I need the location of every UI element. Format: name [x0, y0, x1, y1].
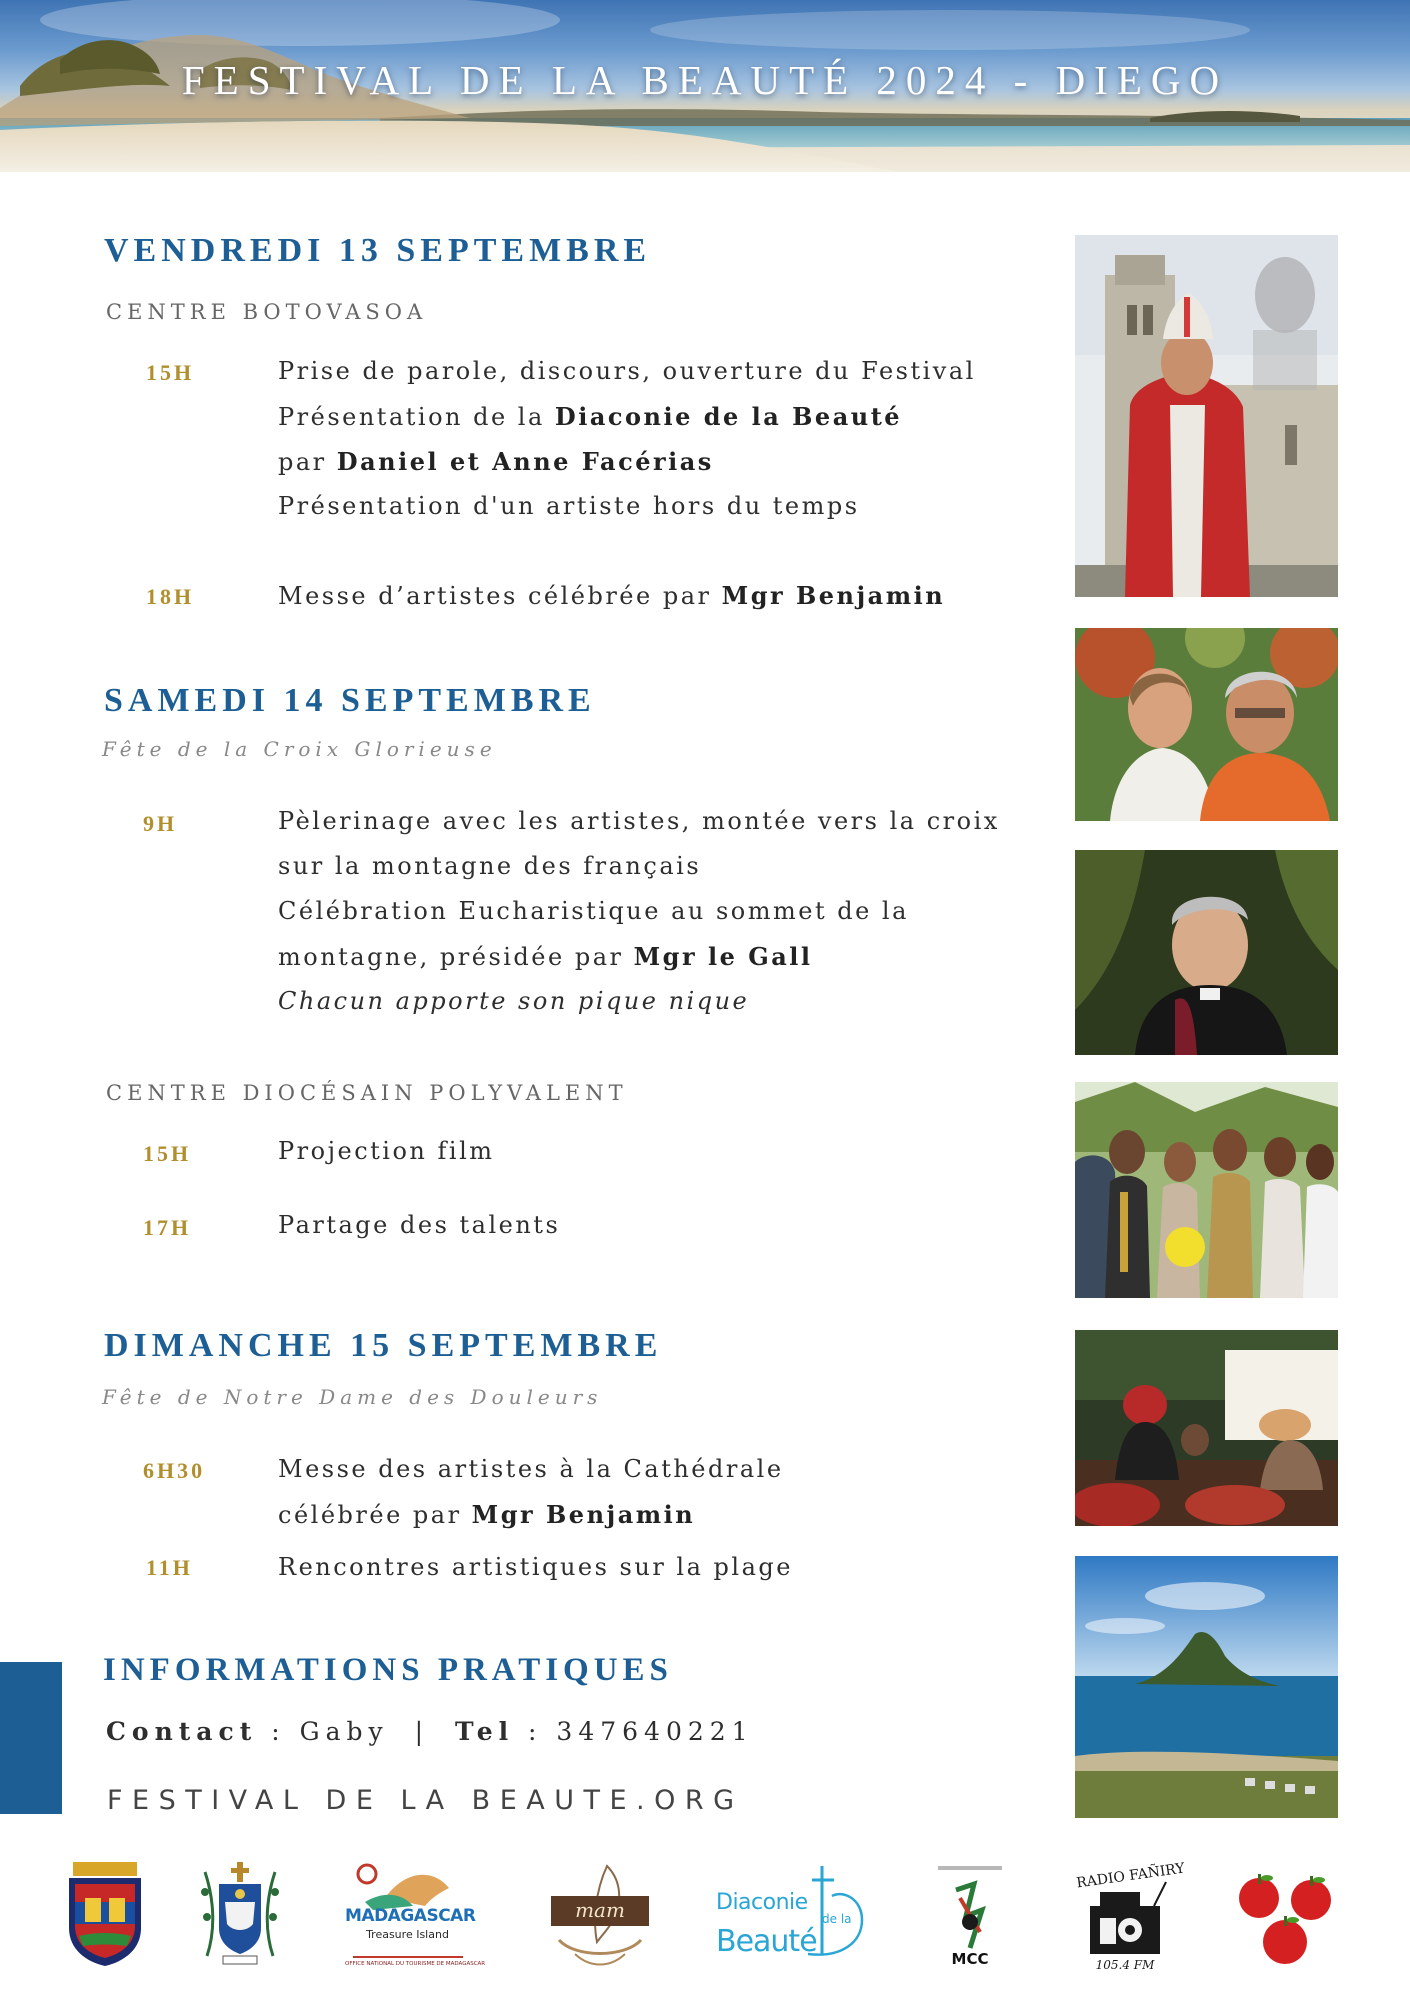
event-line: sur la montagne des français: [278, 852, 702, 880]
event-line: Rencontres artistiques sur la plage: [278, 1553, 793, 1581]
mcc-ministry-logo: [930, 1862, 1010, 1974]
event-line: célébrée par Mgr Benjamin: [278, 1500, 696, 1529]
mcc-label: MCC: [951, 1950, 989, 1968]
apples-logo: [1235, 1870, 1335, 1970]
radio-name: RADIO FAÑIRY: [1075, 1860, 1186, 1892]
feast-subtitle: Fête de Notre Dame des Douleurs: [102, 1385, 603, 1409]
event-line: Pèlerinage avec les artistes, montée vers la croix: [278, 807, 1000, 835]
photo-mgr-le-gall: [1075, 850, 1338, 1055]
venue-centre-botovasoa: CENTRE BOTOVASOA: [106, 300, 428, 324]
event-time: 18H: [146, 584, 195, 609]
day-title-sunday: DIMANCHE 15 SEPTEMBRE: [104, 1327, 663, 1364]
mam-logo: [545, 1862, 655, 1974]
diaconie-de-la-beaute-logo: [712, 1862, 872, 1974]
event-line: Prise de parole, discours, ouverture du Festival: [278, 357, 976, 385]
event-line: par Daniel et Anne Facérias: [278, 447, 714, 476]
diaconie-beaute: Beauté: [716, 1924, 817, 1959]
madagascar-office: OFFICE NATIONAL DU TOURISME DE MADAGASCAR: [345, 1961, 486, 1967]
radio-faniry-logo: [1070, 1860, 1186, 1974]
photo-diego-bay: [1075, 1556, 1338, 1818]
website-link[interactable]: FESTIVAL DE LA BEAUTE.ORG: [107, 1785, 744, 1816]
radio-frequency: 105.4 FM: [1095, 1958, 1155, 1972]
contact-line: Contact : Gaby | Tel : 347640221: [106, 1717, 754, 1746]
event-line: Présentation d'un artiste hors du temps: [278, 492, 860, 520]
event-line: Présentation de la Diaconie de la Beauté: [278, 402, 903, 431]
madagascar-name: MADAGASCAR: [345, 1906, 476, 1926]
event-line: Projection film: [278, 1137, 495, 1165]
event-line: Messe d’artistes célébrée par Mgr Benjamin: [278, 581, 946, 610]
diaconie-text: Diaconie: [716, 1890, 808, 1915]
event-line: Chacun apporte son pique nique: [278, 987, 750, 1015]
info-accent-bar: [0, 1662, 62, 1814]
photo-film-projection: [1075, 1330, 1338, 1526]
event-line: Célébration Eucharistique au sommet de la: [278, 897, 909, 925]
event-time: 6H30: [143, 1458, 206, 1483]
madagascar-tourism-logo: [345, 1862, 486, 1974]
event-line: Partage des talents: [278, 1211, 561, 1239]
feast-subtitle: Fête de la Croix Glorieuse: [102, 737, 497, 761]
event-time: 15H: [146, 360, 195, 385]
photo-daniel-anne: [1075, 628, 1338, 821]
photo-artists-group: [1075, 1082, 1338, 1298]
event-time: 15H: [143, 1141, 192, 1166]
day-title-friday: VENDREDI 13 SEPTEMBRE: [104, 232, 652, 269]
festival-title: FESTIVAL DE LA BEAUTÉ 2024 - DIEGO: [181, 57, 1229, 103]
event-time: 11H: [146, 1555, 193, 1580]
day-title-saturday: SAMEDI 14 SEPTEMBRE: [104, 682, 596, 719]
info-title: INFORMATIONS PRATIQUES: [103, 1652, 673, 1688]
diocese-coat-of-arms-logo: [195, 1862, 285, 1966]
event-time: 9H: [143, 811, 178, 836]
diaconie-de-la: de la: [822, 1912, 852, 1926]
event-line: Messe des artistes à la Cathédrale: [278, 1455, 784, 1483]
mam-label: mam: [575, 1898, 625, 1922]
diego-coat-of-arms-logo: [65, 1862, 145, 1966]
madagascar-tagline: Treasure Island: [366, 1928, 449, 1941]
header-banner: [0, 0, 1410, 172]
photo-bishop-cathedral: [1075, 235, 1338, 597]
venue-centre-diocesain: CENTRE DIOCÉSAIN POLYVALENT: [106, 1081, 628, 1105]
event-line: montagne, présidée par Mgr le Gall: [278, 942, 813, 971]
event-time: 17H: [143, 1215, 192, 1240]
